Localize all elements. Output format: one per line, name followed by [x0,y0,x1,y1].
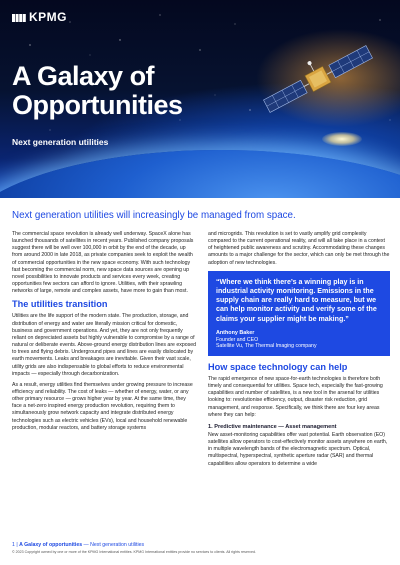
footer-doc-title: A Galaxy of opportunities [19,542,83,548]
kpmg-logo [12,10,67,24]
right-column [208,231,390,472]
hero-banner [0,0,400,198]
subheading-predictive-maintenance: 1. Predictive maintenance — Asset management [208,423,337,430]
quote-author-company: Satellite Vu, The Thermal Imaging company [216,343,317,350]
intro-paragraph: The commercial space revolution is already well underway. SpaceX alone has launched thousands of satellites in recent years. Published company proposals suggest there will be well over 100,000 in orbit by the end of the decade, up from around 2000 in late 2018, as private companies seek to exploit the wealth of commercial opportunities in the new space economy. With such technology fast becoming the commercial norm, new space data sources are opening up novel possibilities to innovate products and services every week, creating opportunities few sectors can afford to ignore. Utilities, with their sprawling networks of large, remote and complex assets, have more to gain than most. [12,231,194,295]
continuation-paragraph: and microgrids. This revolution is set to vastly amplify grid complexity compared to the current operational reality, and will all take place in a context of heightened public awareness and scrutiny. Accommodating these changes amounts to a major challenge for the sector, which can only be met through the adoption of new technologies. [208,231,390,266]
title-line-2: Opportunities [12,90,183,120]
kpmg-logo-mark [12,14,26,22]
pull-quote [208,271,390,356]
quote-author-role: Founder and CEO [216,336,259,343]
utilities-paragraph-1: Utilities are the life support of the modern state. The production, storage, and distribution of energy and water are literally mission critical for domestic, business and government operations. And yet, they are not only frequently reliant on depreciated assets but highly vulnerable to compromise by a range of natural or deliberate events. Above-ground energy distribution lines are exposed to trees and flying debris. Underground pipes and lines are easily dislocated by earth movements. Leaks and breakages are inevitable. Given their vast scale, utility grids are also indispensable to global efforts to reduce environmental impacts — especially through decarbonization. [12,313,196,377]
copyright-notice: © 2023 Copyright owned by one or more of the KPMG International entities. KPMG International entities provide no services to clients. All rights reserved. [12,550,256,554]
section-heading-space-technology: How space technology can help [208,361,348,372]
quote-text: “Where we think there’s a winning play is in industrial activity monitoring. Emissions in the supply chain are really hard to measure, but we can help monitor activity and verify some of the claims your supplier might be making.” [216,277,377,323]
left-column [12,231,196,436]
section-heading-utilities-transition: The utilities transition [12,299,108,310]
sun-flare [322,132,362,146]
footer-separator: | [16,542,18,548]
page-subtitle: Next generation utilities [12,137,109,147]
space-tech-paragraph: The rapid emergence of new space-for-earth technologies is therefore both timely and consequential for utilities. Space tech, especially the fast-growing capabilities and number of satellites, is a new tool in the arsenal for utilities looking to: revolutionise efficiency, output, disaster risk reduction, grid management, and response. Specifically, we think there are four key areas where they can help: [208,375,383,418]
logo-text: KPMG [29,10,67,24]
utilities-paragraph-2: As a result, energy utilities find themselves under growing pressure to increase efficiency and reliability. The cost of leaks — whether of energy, water, or any other primary resource — grows higher year by year. At the same time, they face a net-zero inspired energy production revolution, requiring them to simultaneously grow network capacity and integrate distributed energy technologies such as electric vehicles (EVs), local and household renewable production, modular reactors, and battery storage systems [12,381,193,431]
satellite-icon [258,34,378,124]
footer-doc-subtitle: — Next generation utilities [83,542,145,548]
page-number: 1 [12,542,15,548]
footer-title-line [12,542,392,548]
title-line-1: A Galaxy of [12,61,155,91]
page-title [12,62,232,120]
asset-monitoring-paragraph: New asset-monitoring capabilities offer vast potential. Earth observation (EO) satellites allow operators to cost-effectively monitor assets anywhere on earth, in multiple wavelength bands of the electromagnetic spectrum. Optical, multispectral, hyperspectral, synthetic aperture radar (SAR) and thermal capabilities allow operators to determine a wide [208,431,388,467]
lead-sentence: Next generation utilities will increasingly be managed from space. [12,210,296,221]
quote-author-name: Anthony Baker [216,329,255,336]
page-footer [12,542,392,554]
